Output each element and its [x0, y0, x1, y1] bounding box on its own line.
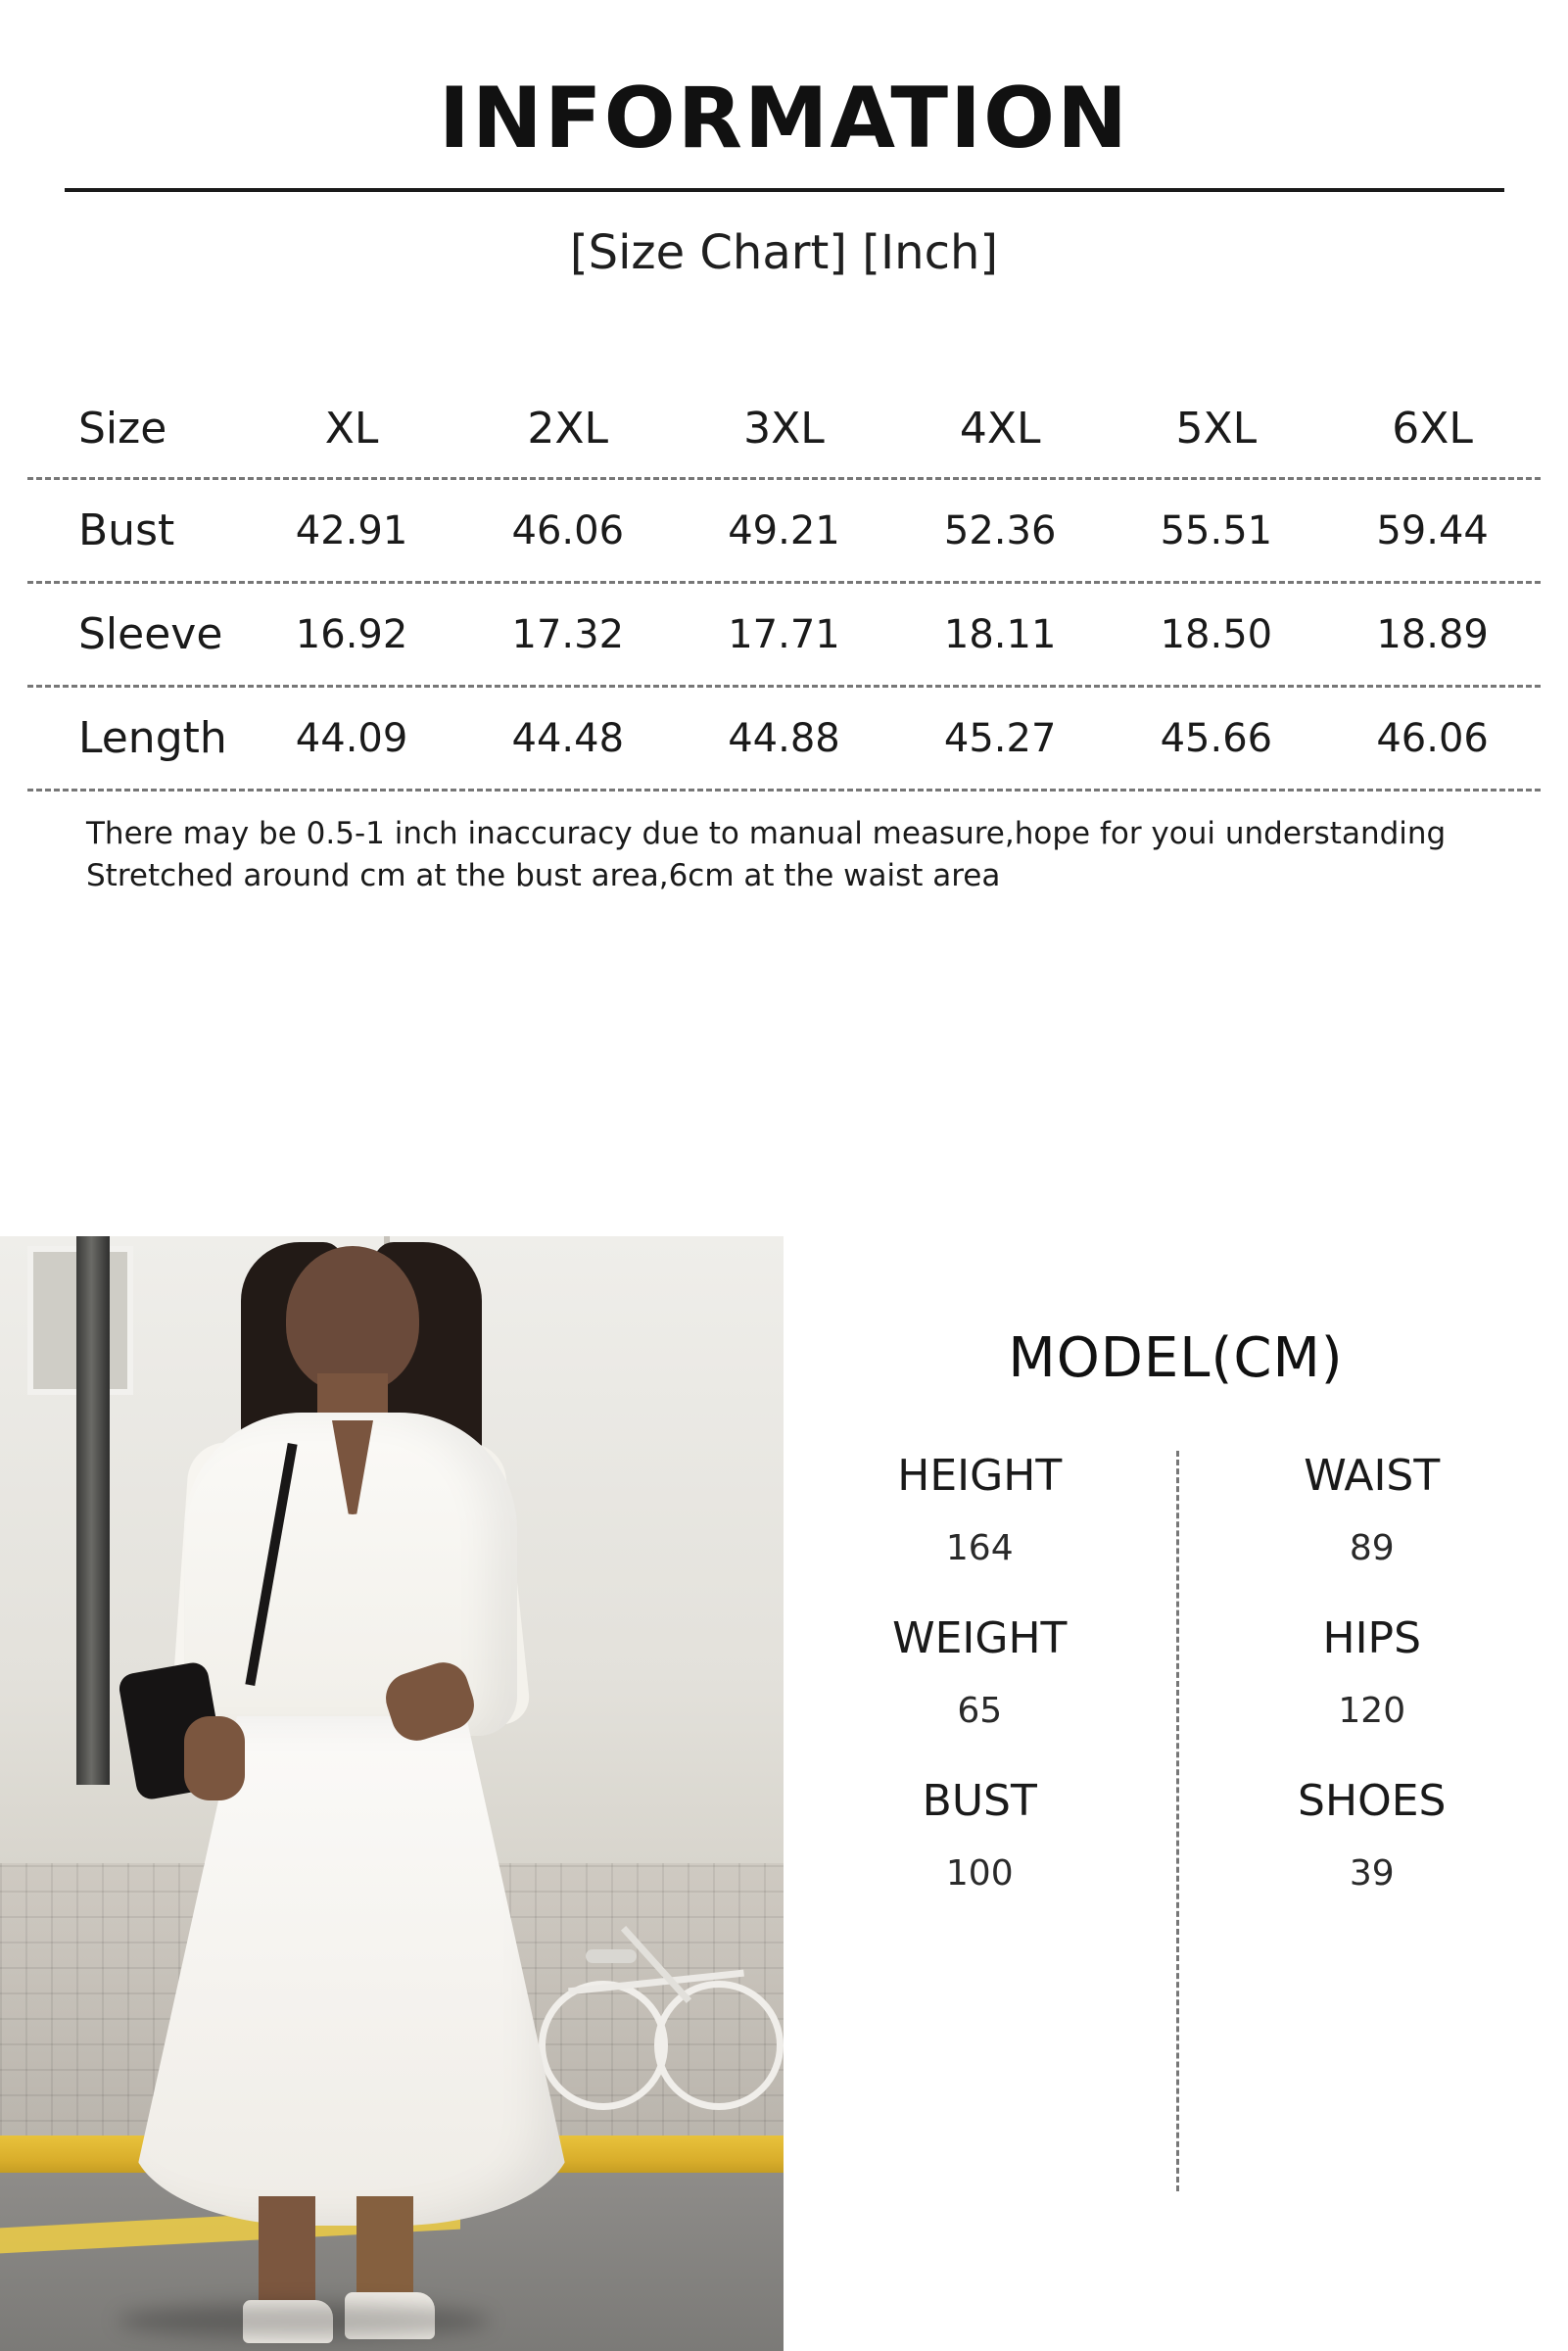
column-header-6xl: 6XL — [1392, 404, 1473, 454]
measurement-notes — [0, 813, 1568, 897]
cell-length-5xl: 45.66 — [1160, 715, 1273, 761]
size-chart-table — [27, 378, 1541, 792]
cell-length-4xl: 45.27 — [943, 715, 1057, 761]
title-divider — [65, 188, 1504, 192]
column-header-xl: XL — [324, 404, 379, 454]
model-value-weight: 65 — [957, 1691, 1003, 1731]
model-hand-left — [184, 1716, 245, 1800]
model-label-shoes: SHOES — [1298, 1776, 1447, 1826]
row-label-length: Length — [78, 713, 227, 763]
page-subtitle: [Size Chart] [Inch] — [569, 225, 999, 280]
model-head — [286, 1246, 419, 1393]
table-header-row — [27, 378, 1541, 477]
page-title: INFORMATION — [438, 70, 1130, 168]
model-measurements-grid — [784, 1451, 1568, 2215]
cell-bust-xl: 42.91 — [295, 507, 408, 553]
model-measurements-panel — [784, 1236, 1568, 2351]
row-label-bust: Bust — [78, 505, 175, 555]
model-panel-title: MODEL(CM) — [1008, 1326, 1344, 1390]
column-header-2xl: 2XL — [527, 404, 609, 454]
bottom-section — [0, 1236, 1568, 2351]
column-header-size: Size — [78, 404, 167, 454]
row-separator — [27, 789, 1541, 792]
cell-sleeve-6xl: 18.89 — [1376, 611, 1489, 657]
model-value-shoes: 39 — [1349, 1853, 1395, 1894]
model-label-waist: WAIST — [1304, 1451, 1441, 1501]
cell-bust-3xl: 49.21 — [728, 507, 840, 553]
model-value-hips: 120 — [1338, 1691, 1406, 1731]
model-leg-left — [259, 2196, 315, 2314]
table-row — [27, 584, 1541, 685]
bicycle-wheel-rear — [654, 1981, 784, 2110]
cell-length-6xl: 46.06 — [1376, 715, 1489, 761]
model-label-bust: BUST — [922, 1776, 1037, 1826]
photo-model-figure — [94, 1256, 603, 2351]
model-label-weight: WEIGHT — [892, 1613, 1068, 1663]
cell-sleeve-2xl: 17.32 — [511, 611, 625, 657]
model-label-height: HEIGHT — [897, 1451, 1063, 1501]
cell-bust-5xl: 55.51 — [1160, 507, 1273, 553]
photo-ground-shadow — [118, 2304, 490, 2337]
cell-length-xl: 44.09 — [295, 715, 408, 761]
model-value-height: 164 — [945, 1528, 1014, 1568]
cell-length-2xl: 44.48 — [511, 715, 625, 761]
note-line-1: There may be 0.5-1 inch inaccuracy due to manual measure,hope for youi understanding — [86, 816, 1447, 851]
model-photo — [0, 1236, 784, 2351]
model-label-hips: HIPS — [1322, 1613, 1422, 1663]
table-row — [27, 688, 1541, 789]
cell-bust-2xl: 46.06 — [511, 507, 625, 553]
model-value-bust: 100 — [945, 1853, 1014, 1894]
column-header-4xl: 4XL — [959, 404, 1041, 454]
size-chart-section — [0, 378, 1568, 792]
cell-bust-4xl: 52.36 — [943, 507, 1057, 553]
model-column-right — [1176, 1451, 1568, 2215]
cell-sleeve-xl: 16.92 — [295, 611, 408, 657]
cell-sleeve-3xl: 17.71 — [728, 611, 840, 657]
column-header-5xl: 5XL — [1175, 404, 1258, 454]
column-header-3xl: 3XL — [743, 404, 825, 454]
row-label-sleeve: Sleeve — [78, 609, 223, 659]
model-column-left — [784, 1451, 1176, 2215]
cell-sleeve-5xl: 18.50 — [1160, 611, 1273, 657]
model-value-waist: 89 — [1349, 1528, 1395, 1568]
cell-length-3xl: 44.88 — [728, 715, 840, 761]
model-panel-divider — [1176, 1451, 1179, 2191]
table-row — [27, 480, 1541, 581]
cell-sleeve-4xl: 18.11 — [943, 611, 1057, 657]
cell-bust-6xl: 59.44 — [1376, 507, 1489, 553]
note-line-2: Stretched around cm at the bust area,6cm at the waist area — [86, 857, 1001, 893]
